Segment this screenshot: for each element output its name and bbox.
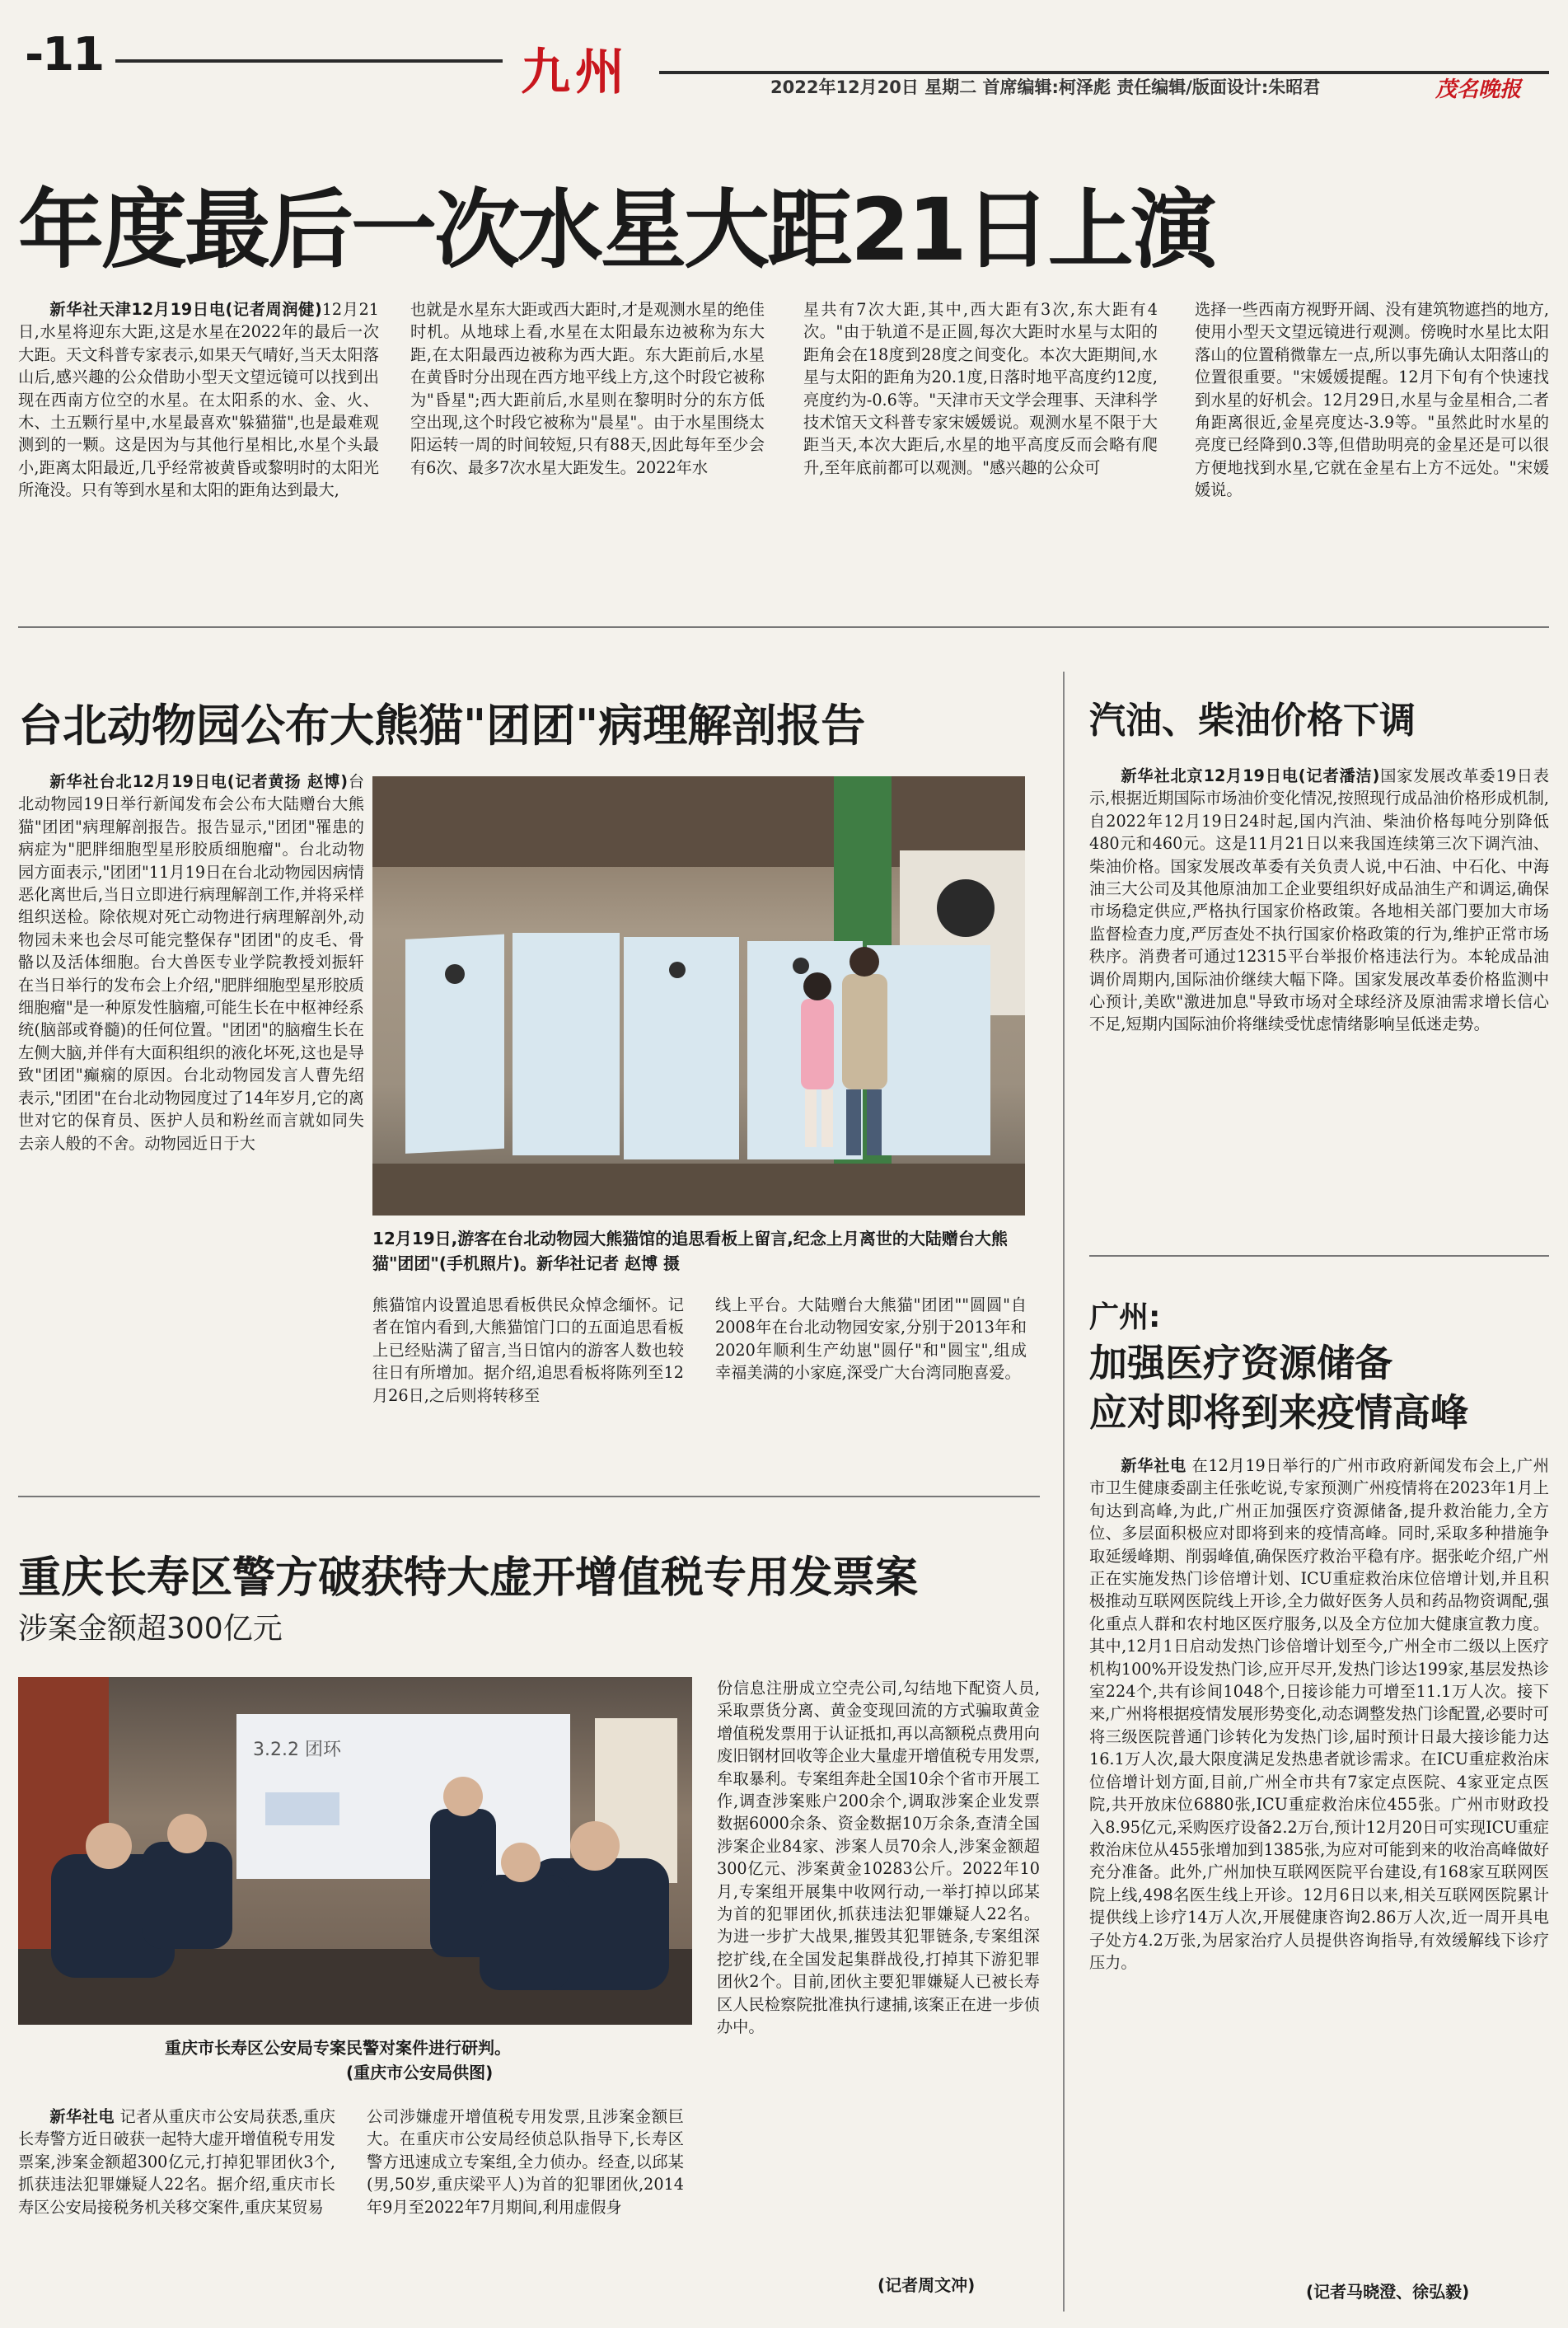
panda-memorial-photo	[372, 776, 1025, 1216]
story2-col3-text: 线上平台。大陆赠台大熊猫"团团""圆圆"自2008年在台北动物园安家,分别于2013年和2020年顺利生产幼崽"圆仔"和"圆宝",组成幸福美满的小家庭,深受广大台湾同胞喜爱。	[715, 1295, 1027, 1383]
divider-2	[1089, 1255, 1549, 1257]
story5-caption-line1: 重庆市长寿区公安局专案民警对案件进行研判。	[165, 2038, 511, 2058]
story2-col2-text: 熊猫馆内设置追思看板供民众悼念缅怀。记者在馆内看到,大熊猫馆门口的五面追思看板上已经贴满了留言,当日馆内的游客人数也较往日有所增加。据介绍,追思看板将陈列至12月26日,之后则将转移至	[372, 1295, 684, 1405]
story1-col3-text: 星共有7次大距,其中,西大距有3次,东大距有4次。"由于轨道不是正圆,每次大距时水星与太阳的距角会在18度到28度之间变化。本次大距期间,水星与太阳的距角为20.1度,日落时地平高度约12度,亮度约为-0.6等。"天津市天文学会理事、天津科学技术馆天文科普专家宋媛媛说。观测水星不限于大距当天,本次大距后,水星的地平高度反而会略有爬升,至年底前都可以观测。"感兴趣的公众可	[803, 300, 1158, 477]
divider-3	[18, 1496, 1040, 1497]
story3-lead: 新华社北京12月19日电(记者潘洁)	[1121, 766, 1380, 785]
story1-col1-text: 12月21日,水星将迎东大距,这是水星在2022年的最后一次大距。天文科普专家表示,如果天气晴好,当天太阳落山后,感兴趣的公众借助小型天文望远镜可以找到出现在西南方位空的水星。在太阳系的水、金、火、木、土五颗行星中,水星最喜欢"躲猫猫",也是最难观测到的一颗。这是因为与其他行星相比,水星个头最小,距离太阳最近,几乎经常被黄昏或黎明时的太阳光所淹没。只有等到水星和太阳的距角达到最大,	[18, 300, 379, 500]
story1-col3	[803, 298, 1158, 616]
story1-lead: 新华社天津12月19日电(记者周润健)	[49, 300, 322, 319]
police-meeting-photo	[18, 1677, 692, 2025]
date-line: 2022年12月20日 星期二 首席编辑:柯泽彪 责任编辑/版面设计:朱昭君	[770, 77, 1321, 97]
story5-col2-text: 公司涉嫌虚开增值税专用发票,且涉案金额巨大。在重庆市公安局经侦总队指导下,长寿区警方迅速成立专案组,全力侦办。经查,以邱某(男,50岁,重庆梁平人)为首的犯罪团伙,2014年9月至2022年7月期间,利用虚假身	[367, 2107, 684, 2217]
story4-body	[1089, 1454, 1549, 2274]
story5-col2	[367, 2106, 684, 2262]
story4-headline-line2: 应对即将到来疫情高峰	[1089, 1390, 1468, 1435]
story2-col1	[18, 771, 364, 1471]
story2-lead: 新华社台北12月19日电(记者黄扬 赵博)	[49, 772, 348, 791]
header-rule-left	[115, 59, 503, 63]
story5-col3	[717, 1677, 1040, 2258]
story5-lead: 新华社电	[49, 2107, 115, 2126]
story5-caption-line2: (重庆市公安局供图)	[346, 2063, 494, 2082]
story4-body-text: 在12月19日举行的广州市政府新闻发布会上,广州市卫生健康委副主任张屹说,专家预测广州疫情将在2023年1月上旬达到高峰,为此,广州正加强医疗资源储备,提升救治能力,全方位、多层面积极应对即将到来的疫情高峰。同时,采取多种措施争取延缓峰期、削弱峰值,确保医疗救治平稳有序。据张屹介绍,广州正在实施发热门诊倍增计划、ICU重症救治床位倍增计划,并且积极推动互联网医院线上开诊,全力做好医务人员和药品物资调配,强化重点人群和农村地区医疗服务,以及全方位加大健康宣教力度。其中,12月1日启动发热门诊倍增计划至今,广州全市二级以上医疗机构100%开设发热门诊,应开尽开,发热门诊达199家,基层发热诊室224个,共有诊间1048个,日接诊能力可增至11.1万人次。接下来,广州将根据疫情发展形势变化,动态调整发热门诊配置,必要时可将三级医院普通门诊转化为发热门诊,届时预计日最大接诊能力达16.1万人次,最大限度满足发热患者就诊需求。在ICU重症救治床位倍增计划方面,目前,广州全市共有7家定点医院、4家亚定点医院,共开放床位6880张,ICU重症救治床位455张。广州市财政投入8.95亿元,采购医疗设备2.2万台,预计12月20日可实现ICU重症救治床位从455张增加到1385张,为应对可能到来的收治高峰做好充分准备。此外,广州加快互联网医院平台建设,有168家互联网医院上线,498名医生线上开诊。12月6日以来,相关互联网医院累计提供线上诊疗14万人次,开展健康咨询2.86万人次,近一周开具电子处方4.2万张,为居家治疗人员提供咨询指导,有效缓解线下诊疗压力。	[1089, 1456, 1549, 1972]
story1-col1	[18, 298, 379, 616]
story2-col2	[372, 1294, 684, 1475]
screen-text: 3.2.2 团环	[253, 1740, 341, 1760]
divider-1	[18, 626, 1549, 628]
page-number-value: 11	[42, 28, 104, 82]
story4-lead: 新华社电	[1121, 1456, 1187, 1475]
story1-col4-text: 选择一些西南方视野开阔、没有建筑物遮挡的地方,使用小型天文望远镜进行观测。傍晚时水星比太阳落山的位置稍微靠左一点,所以事先确认太阳落山的位置很重要。"宋媛媛提醒。12月下旬有个快速找到水星的好机会。12月29日,水星与金星相合,二者角距离很近,金星亮度达-3.9等。"虽然此时水星的亮度已经降到0.3等,但借助明亮的金星还是可以很方便地找到水星,它就在金星右上方不远处。"宋媛媛说。	[1195, 300, 1549, 500]
story5-col3-text: 份信息注册成立空壳公司,勾结地下配资人员,采取票货分离、黄金变现回流的方式骗取黄金增值税发票用于认证抵扣,再以高额税点费用向废旧钢材回收等企业大量虚开增值税专用发票,牟取暴利。专案组奔赴全国10余个省市开展工作,调查涉案账户200余个,调取涉案企业发票数据6000余条、资金数据10万余条,查清全国涉案企业84家、涉案人员70余人,涉案金额超300亿元、涉案黄金10283公斤。2022年10月,专案组开展集中收网行动,一举打掉以邱某为首的犯罪团伙,抓获违法犯罪嫌疑人22名。为进一步扩大战果,摧毁其犯罪链条,专案组深挖扩线,在全国发起集群战役,打掉其下游犯罪团伙2个。目前,团伙主要犯罪嫌疑人已被长寿区人民检察院批准执行逮捕,该案正在进一步侦办中。	[717, 1679, 1040, 2037]
page-number	[25, 28, 103, 82]
story5-headline: 重庆长寿区警方破获特大虚开增值税专用发票案	[18, 1553, 919, 1603]
paper-logo: 茂名晚报	[1435, 77, 1522, 102]
story5-subhead: 涉案金额超300亿元	[18, 1612, 283, 1646]
story4-credit: (记者马晓澄、徐弘毅)	[1306, 2282, 1470, 2302]
story4-kicker: 广州:	[1089, 1300, 1161, 1334]
story5-credit: (记者周文冲)	[878, 2275, 976, 2295]
panda-photo-drawing	[372, 776, 1025, 1216]
story5-col1	[18, 2106, 335, 2262]
column-divider	[1063, 672, 1065, 2312]
story1-col2	[410, 298, 765, 616]
police-photo-drawing	[18, 1677, 692, 2025]
story1-col4	[1195, 298, 1549, 616]
story2-col3	[715, 1294, 1027, 1475]
story3-body	[1089, 765, 1549, 1243]
story3-body-text: 国家发展改革委19日表示,根据近期国际市场油价变化情况,按照现行成品油价格形成机制,自2022年12月19日24时起,国内汽油、柴油价格每吨分别降低480元和460元。这是11月21日以来我国连续第三次下调汽油、柴油价格。国家发展改革委有关负责人说,中石油、中石化、中海油三大公司及其他原油加工企业要组织好成品油生产和调运,确保市场稳定供应,严格执行国家价格政策。各地相关部门要加大市场监督检查力度,严厉查处不执行国家价格政策的行为,维护正常市场秩序。消费者可通过12315平台举报价格违法行为。本轮成品油调价周期内,国际油价继续大幅下降。国家发展改革委价格监测中心预计,美欧"激进加息"导致市场对全球经济及原油需求增长信心不足,短期内国际油价将继续受忧虑情绪影响呈低迷走势。	[1089, 766, 1549, 1034]
story2-headline: 台北动物园公布大熊猫"团团"病理解剖报告	[18, 700, 866, 752]
story3-headline: 汽油、柴油价格下调	[1089, 700, 1416, 742]
story4-headline-line1: 加强医疗资源储备	[1089, 1341, 1392, 1385]
page-number-dash: -	[25, 28, 43, 82]
story2-caption: 12月19日,游客在台北动物园大熊猫馆的追思看板上留言,纪念上月离世的大陆赠台大熊猫"团团"(手机照片)。新华社记者 赵博 摄	[372, 1229, 1008, 1273]
story1-headline: 年度最后一次水星大距21日上演	[18, 180, 1215, 280]
story2-col1-text: 台北动物园19日举行新闻发布会公布大陆赠台大熊猫"团团"病理解剖报告。报告显示,"团团"罹患的病症为"肥胖细胞型星形胶质细胞瘤"。台北动物园方面表示,"团团"11月19日在台北动物园因病情恶化离世后,当日立即进行病理解剖工作,并将采样组织送检。除依规对死亡动物进行病理解剖外,动物园未来也会尽可能完整保存"团团"的皮毛、骨骼以及活体细胞。台大兽医专业学院教授刘振轩在当日举行的发布会上介绍,"肥胖细胞型星形胶质细胞瘤"是一种原发性脑瘤,可能生长在中枢神经系统(脑部或脊髓)的任何位置。"团团"的脑瘤生长在左侧大脑,并伴有大面积组织的液化坏死,这也是导致"团团"癫痫的原因。台北动物园发言人曹先绍表示,"团团"在台北动物园度过了14年岁月,它的离世对它的保育员、医护人员和粉丝而言就如同失去亲人般的不舍。动物园近日于大	[18, 772, 364, 1153]
story1-col2-text: 也就是水星东大距或西大距时,才是观测水星的绝佳时机。从地球上看,水星在太阳最东边被称为东大距,在太阳最西边被称为西大距。东大距前后,水星在黄昏时分出现在西方地平线上方,这个时段它被称为"昏星";西大距前后,水星则在黎明时分的东方低空出现,这个时段它被称为"晨星"。由于水星围绕太阳运转一周的时间较短,只有88天,因此每年至少会有6次、最多7次水星大距发生。2022年水	[410, 300, 765, 477]
story5-col1-text: 记者从重庆市公安局获悉,重庆长寿警方近日破获一起特大虚开增值税专用发票案,涉案金额超300亿元,打掉犯罪团伙3个,抓获违法犯罪嫌疑人22名。据介绍,重庆市长寿区公安局接税务机关移交案件,重庆某贸易	[18, 2107, 335, 2217]
section-name: 九州	[521, 44, 630, 101]
